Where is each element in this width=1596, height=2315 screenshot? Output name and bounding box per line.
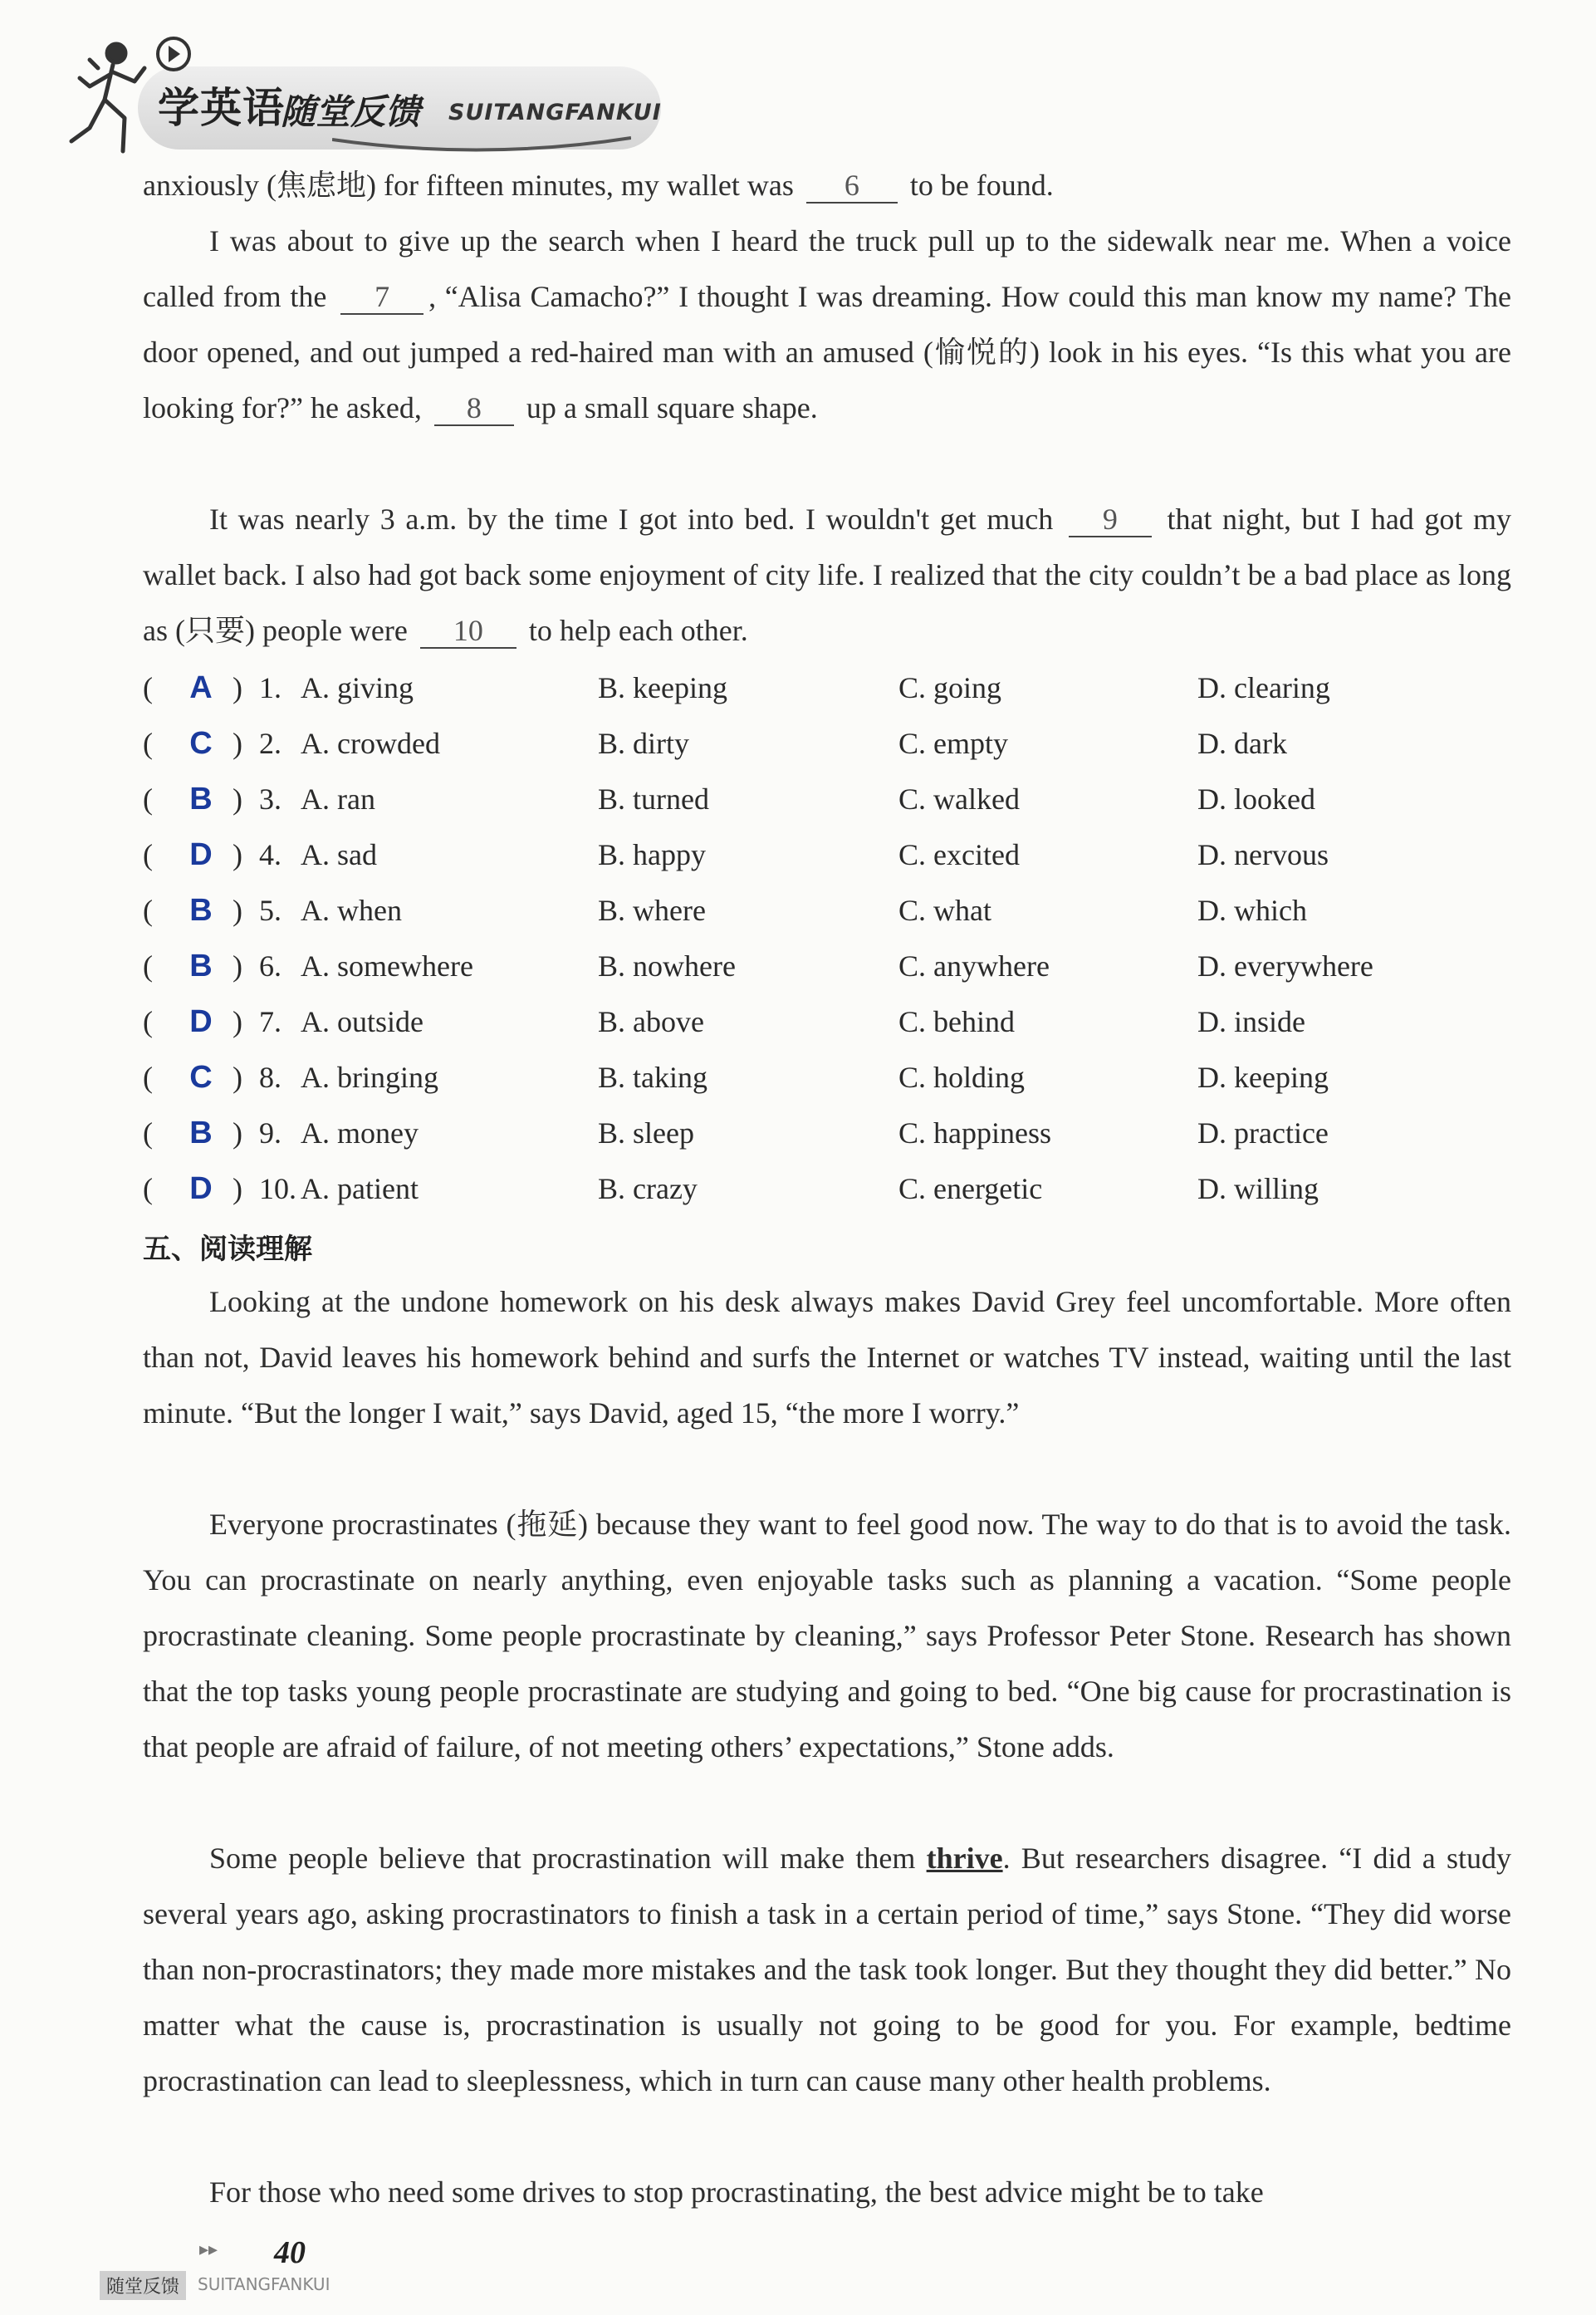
option-d: D. keeping xyxy=(1197,1061,1329,1094)
paren: ( xyxy=(143,949,153,983)
option-c: C. behind xyxy=(898,1005,1015,1038)
option-row xyxy=(143,1164,1513,1214)
page-footer xyxy=(100,2234,598,2301)
option-row xyxy=(143,997,1513,1047)
paren: ) xyxy=(233,1005,242,1038)
option-a: A. money xyxy=(301,1116,419,1150)
question-number: 4. xyxy=(259,838,282,871)
paren: ) xyxy=(233,1172,242,1205)
passage-text: that night, but I had got my wallet back. I also had got back some enjoyment of city life. I realized that the city couldn’t be a bad place as long as (只要) people were xyxy=(143,503,1512,647)
question-number: 5. xyxy=(259,894,282,927)
paren: ( xyxy=(143,782,153,816)
passage-text: to be found. xyxy=(902,169,1054,202)
section-title: 五、阅读理解 xyxy=(143,1233,312,1266)
option-c: C. walked xyxy=(898,782,1020,816)
option-a: A. sad xyxy=(301,838,377,871)
option-row xyxy=(143,830,1513,880)
passage-line-0 xyxy=(143,158,1511,213)
option-c: C. excited xyxy=(898,838,1020,871)
answer-mark: D xyxy=(189,1004,213,1039)
option-d: D. dark xyxy=(1197,727,1287,760)
option-a: A. patient xyxy=(301,1172,419,1205)
reading-text: Some people believe that procrastination will make them xyxy=(209,1842,927,1875)
passage-paragraph-1 xyxy=(143,213,1511,436)
reading-paragraph-3 xyxy=(143,1831,1511,2109)
paren: ( xyxy=(143,1061,153,1094)
paren: ) xyxy=(233,838,242,871)
option-c: C. anywhere xyxy=(898,949,1050,983)
passage-text: I was about to give up the search when I heard the truck pull up to the sidewalk near me. When a voice called from the xyxy=(143,224,1511,313)
passage-text: up a small square shape. xyxy=(518,391,818,424)
option-row xyxy=(143,941,1513,991)
option-b: B. above xyxy=(598,1005,704,1038)
option-b: B. where xyxy=(598,894,706,927)
option-b: B. happy xyxy=(598,838,706,871)
option-row xyxy=(143,663,1513,713)
option-c: C. what xyxy=(898,894,991,927)
option-d: D. willing xyxy=(1197,1172,1319,1205)
option-c: C. happiness xyxy=(898,1116,1051,1150)
paren: ) xyxy=(233,949,242,983)
question-number: 8. xyxy=(259,1061,282,1094)
option-d: D. looked xyxy=(1197,782,1315,816)
question-number: 2. xyxy=(259,727,282,760)
question-number: 7. xyxy=(259,1005,282,1038)
paren: ) xyxy=(233,671,242,704)
answer-mark: B xyxy=(189,949,213,983)
option-a: A. outside xyxy=(301,1005,423,1038)
option-row xyxy=(143,885,1513,935)
paren: ) xyxy=(233,727,242,760)
reading-paragraph-2: Everyone procrastinates (拖延) because they want to feel good now. The way to do that is to avoid the task. You can procrastinate on nearly anything, even enjoyable tasks such as planning a vacation. “Some people procrastinate cleaning. Some people procrastinate by cleaning,” says Professor Peter Stone. Research has shown that the top tasks young people procrastinate are studying and going to bed. “One big cause for procrastination is that people are afraid of failure, of not meeting others’ expectations,” Stone adds. xyxy=(143,1508,1511,1763)
option-a: A. bringing xyxy=(301,1061,438,1094)
paren: ( xyxy=(143,1116,153,1150)
option-b: B. sleep xyxy=(598,1116,694,1150)
passage-text: , “Alisa Camacho?” I thought I was dreaming. How could this man know my name? The door opened, and out jumped a red-haired man with an amused (愉悦的) look in his eyes. “Is this what you are looking for?” he asked, xyxy=(143,280,1511,424)
question-number: 10. xyxy=(259,1172,296,1205)
option-row xyxy=(143,1052,1513,1102)
option-d: D. inside xyxy=(1197,1005,1305,1038)
option-d: D. which xyxy=(1197,894,1307,927)
answer-mark: A xyxy=(189,670,213,705)
footer-pinyin: SUITANGFANKUI xyxy=(198,2274,330,2294)
paren: ) xyxy=(233,1061,242,1094)
option-d: D. clearing xyxy=(1197,671,1330,704)
option-c: C. energetic xyxy=(898,1172,1043,1205)
passage-text: anxiously (焦虑地) for fifteen minutes, my wallet was xyxy=(143,169,801,202)
paren: ( xyxy=(143,1005,153,1038)
option-row xyxy=(143,774,1513,824)
option-b: B. turned xyxy=(598,782,709,816)
brand-title: 学英语 xyxy=(158,84,285,132)
reading-paragraph-4: For those who need some drives to stop procrastinating, the best advice might be to take xyxy=(209,2175,1264,2209)
answer-mark: B xyxy=(189,1116,213,1150)
paren: ( xyxy=(143,671,153,704)
option-a: A. somewhere xyxy=(301,949,473,983)
question-number: 3. xyxy=(259,782,282,816)
paren: ) xyxy=(233,1116,242,1150)
answer-mark: D xyxy=(189,1171,213,1206)
answer-mark: C xyxy=(189,1060,213,1095)
passage-paragraph-2 xyxy=(143,492,1511,659)
option-d: D. everywhere xyxy=(1197,949,1373,983)
paren: ) xyxy=(233,894,242,927)
paren: ( xyxy=(143,838,153,871)
question-number: 9. xyxy=(259,1116,282,1150)
blank-7: 7 xyxy=(340,280,423,315)
page-header xyxy=(58,25,673,162)
blank-6: 6 xyxy=(806,169,898,204)
paren: ( xyxy=(143,894,153,927)
reading-text: . But researchers disagree. “I did a study several years ago, asking procrastinators to finish a task in a certain period of time,” says Stone. “They did worse than non-procrastinators; they made more mistakes and the task took longer. But they thought they did better.” No matter what the cause is, procrastination is usually not going to be good for you. For example, bedtime procrastination can lead to sleeplessness, which in turn can cause many other health problems. xyxy=(143,1842,1511,2097)
option-a: A. when xyxy=(301,894,402,927)
option-b: B. keeping xyxy=(598,671,727,704)
option-d: D. practice xyxy=(1197,1116,1329,1150)
option-c: C. going xyxy=(898,671,1002,704)
paren: ( xyxy=(143,727,153,760)
option-b: B. dirty xyxy=(598,727,690,760)
option-d: D. nervous xyxy=(1197,838,1329,871)
option-b: B. crazy xyxy=(598,1172,698,1205)
option-b: B. nowhere xyxy=(598,949,736,983)
blank-9: 9 xyxy=(1069,503,1152,537)
blank-10: 10 xyxy=(420,614,516,649)
key-word: thrive xyxy=(926,1842,1003,1875)
reading-paragraph-1: Looking at the undone homework on his desk always makes David Grey feel uncomfortable. More often than not, David leaves his homework behind and surfs the Internet or watches TV instead, waiting until the last minute. “But the longer I wait,” says David, aged 15, “the more I worry.” xyxy=(143,1285,1511,1430)
page-number: 40 xyxy=(274,2235,306,2270)
play-icon xyxy=(156,37,191,71)
answer-mark: B xyxy=(189,782,213,817)
option-a: A. crowded xyxy=(301,727,440,760)
option-row xyxy=(143,719,1513,768)
option-a: A. giving xyxy=(301,671,414,704)
footer-brand: 随堂反馈 xyxy=(100,2271,186,2300)
question-number: 1. xyxy=(259,671,282,704)
option-a: A. ran xyxy=(301,782,375,816)
passage-text: It was nearly 3 a.m. by the time I got into bed. I wouldn't get much xyxy=(209,503,1064,536)
answer-mark: B xyxy=(189,893,213,928)
brand-pinyin: SUITANGFANKUI xyxy=(448,100,662,125)
paren: ( xyxy=(143,1172,153,1205)
question-number: 6. xyxy=(259,949,282,983)
answer-mark: D xyxy=(189,837,213,872)
option-c: C. holding xyxy=(898,1061,1026,1094)
brand-subtitle: 随堂反馈 xyxy=(281,91,421,132)
option-c: C. empty xyxy=(898,727,1008,760)
paren: ) xyxy=(233,782,242,816)
swoosh-decoration xyxy=(332,133,631,158)
passage-text: to help each other. xyxy=(521,614,748,647)
arrow-icon: ▸▸ xyxy=(199,2239,218,2260)
option-row xyxy=(143,1108,1513,1158)
blank-8: 8 xyxy=(434,391,514,426)
option-b: B. taking xyxy=(598,1061,707,1094)
answer-mark: C xyxy=(189,726,213,761)
